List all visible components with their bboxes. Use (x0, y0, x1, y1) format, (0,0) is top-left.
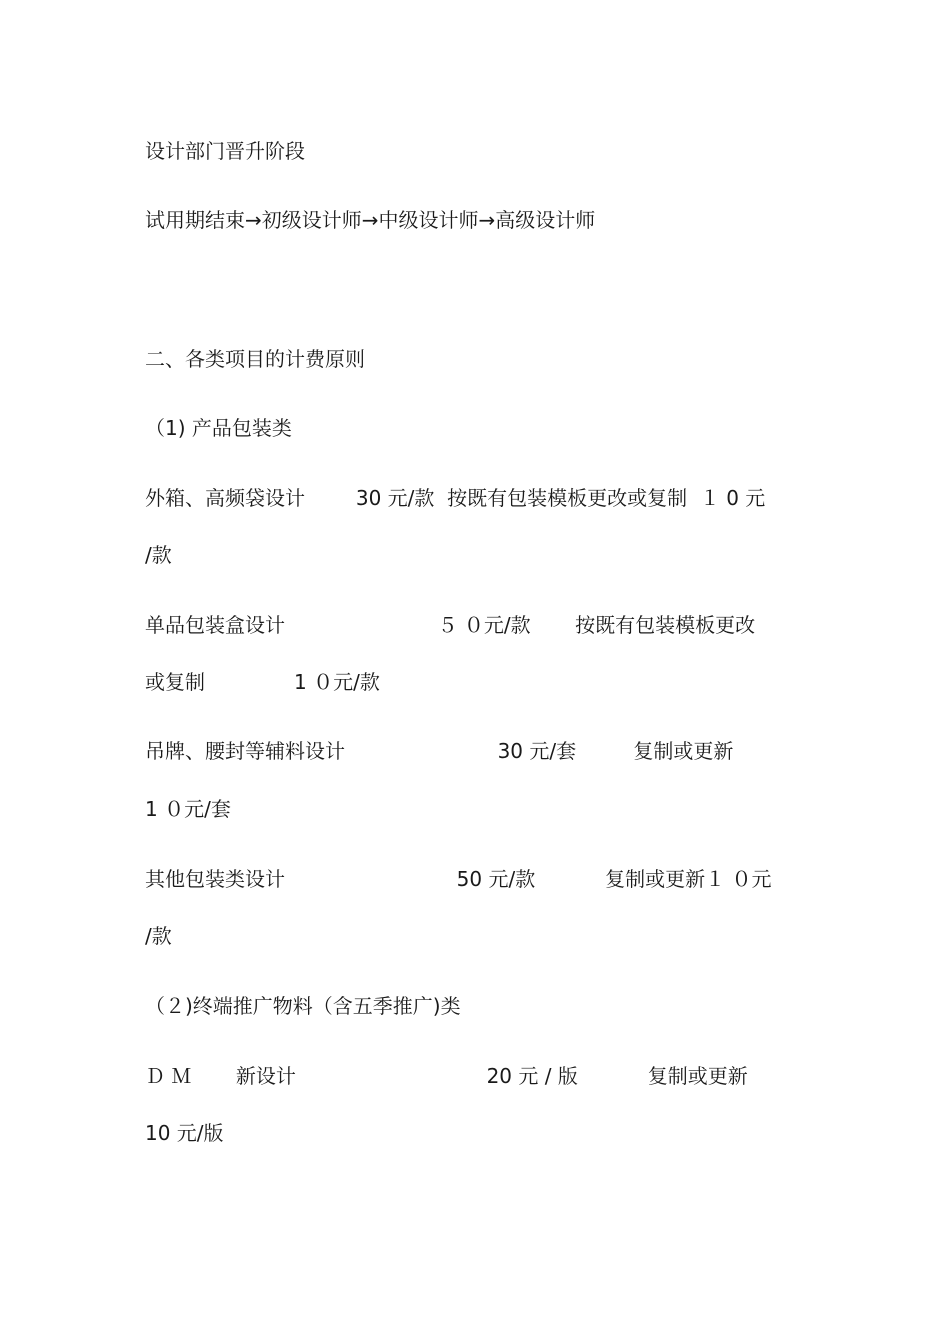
pricing-line-single-box: 单品包装盒设计 ５ ０元/款 按既有包装模板更改 (145, 613, 756, 637)
pricing-line-tags-cont: 1 ０元/套 (145, 797, 231, 821)
pricing-line-other-packaging: 其他包装类设计 50 元/款 复制或更新１ ０元 (145, 867, 772, 891)
pricing-line-dm-cont: 10 元/版 (145, 1121, 224, 1145)
pricing-line-dm: Ｄ Ｍ 新设计 20 元 / 版 复制或更新 (145, 1064, 748, 1088)
promotion-path: 试用期结束→初级设计师→中级设计师→高级设计师 (145, 208, 596, 232)
pricing-line-tags: 吊牌、腰封等辅料设计 30 元/套 复制或更新 (145, 739, 734, 763)
section-title-promotion: 设计部门晋升阶段 (145, 139, 305, 163)
pricing-line-single-box-cont: 或复制 1 ０元/款 (145, 670, 380, 694)
pricing-line-outer-box-cont: /款 (145, 543, 172, 567)
subsection-terminal-promotion: （２)终端推广物料（含五季推广)类 (145, 994, 461, 1018)
section-heading-billing: 二、各类项目的计费原则 (145, 347, 365, 371)
subsection-packaging: （1) 产品包装类 (145, 416, 292, 440)
pricing-line-other-packaging-cont: /款 (145, 924, 172, 948)
pricing-line-outer-box: 外箱、高频袋设计 30 元/款 按既有包装模板更改或复制 １ 0 元 (145, 486, 766, 510)
